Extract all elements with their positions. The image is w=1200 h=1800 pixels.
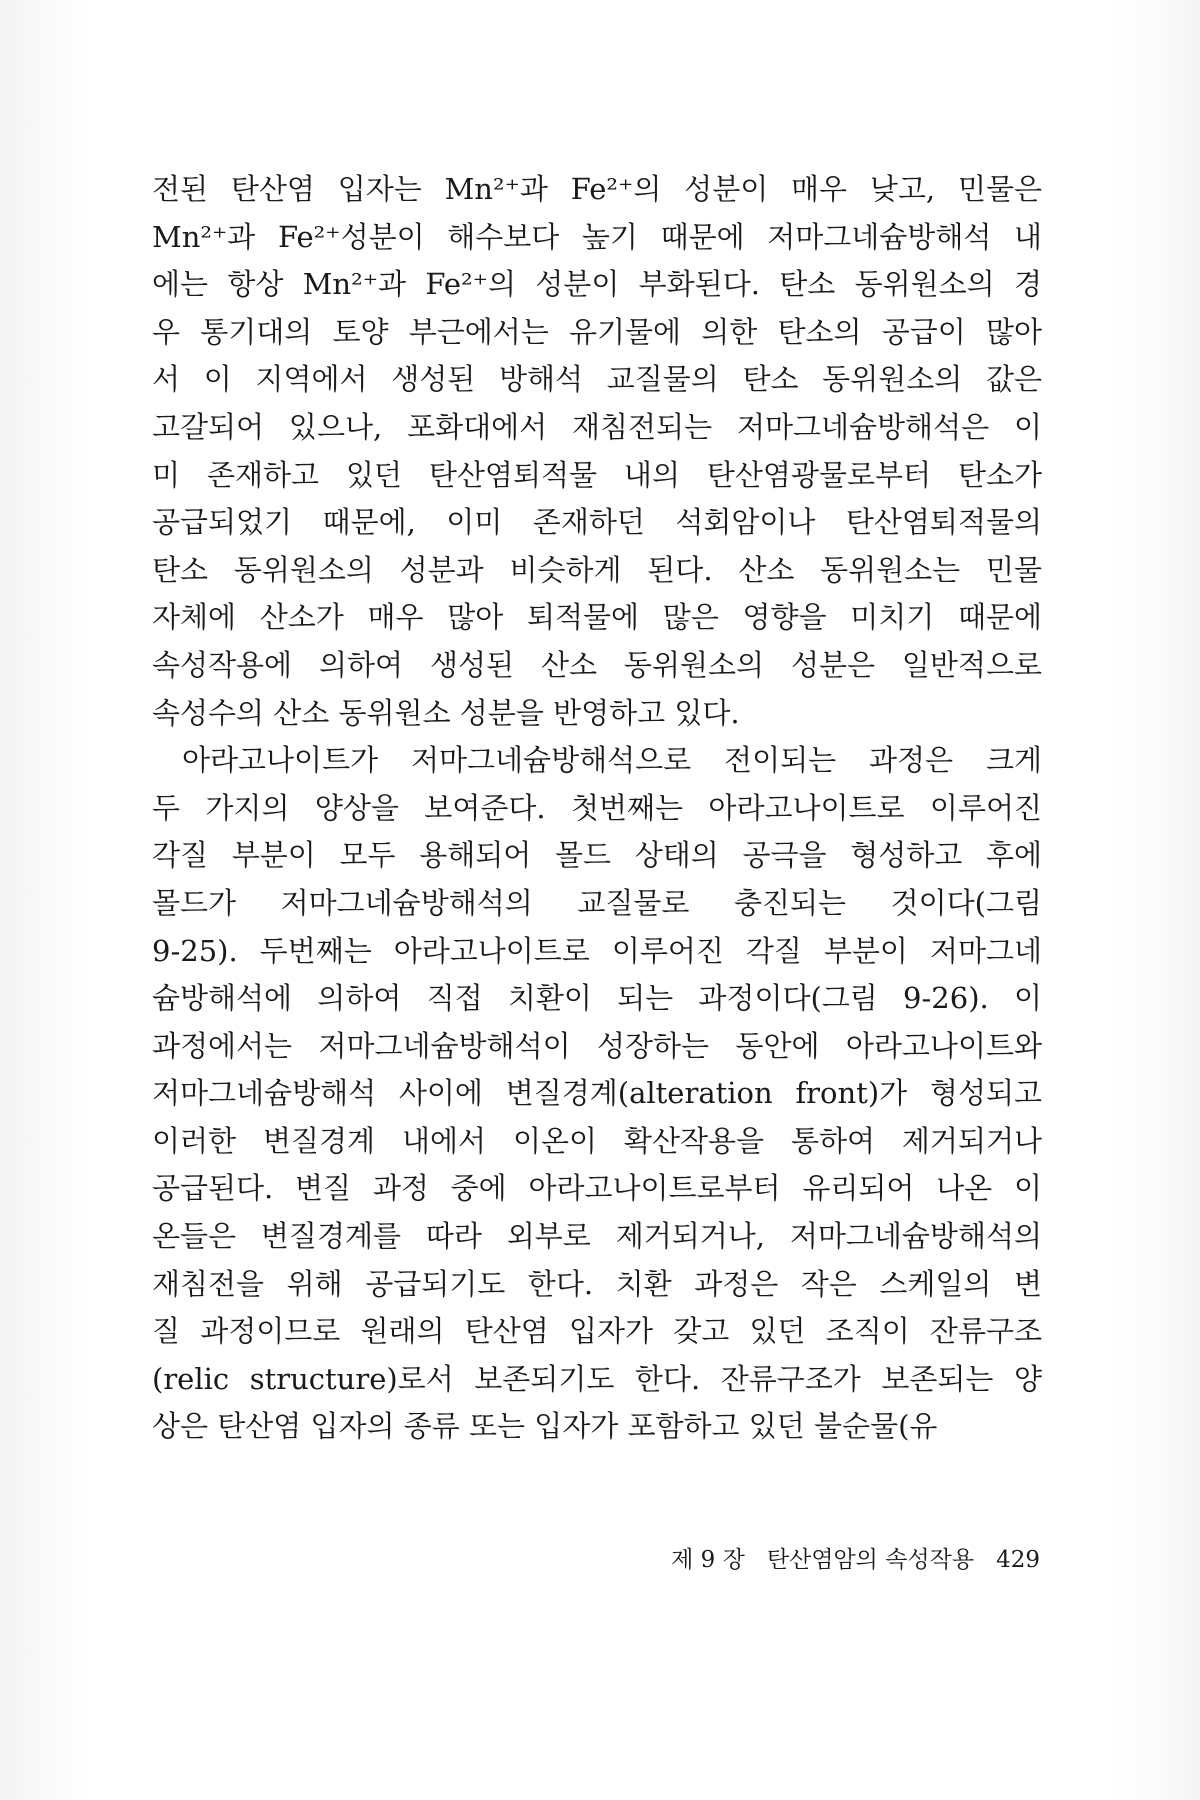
footer-chapter: 제 9 장 xyxy=(671,1547,745,1573)
paragraph xyxy=(152,166,1042,737)
text-line: (relic structure)로서 보존되기도 한다. 잔류구조가 보존되는 양 xyxy=(152,1361,1042,1396)
text-line: 재침전을 위해 공급되기도 한다. 치환 과정은 작은 스케일의 변 xyxy=(152,1266,1042,1301)
text-line: 몰드가 저마그네슘방해석의 교질물로 충진되는 것이다(그림 xyxy=(152,885,1042,920)
text-line: 미 존재하고 있던 탄산염퇴적물 내의 탄산염광물로부터 탄소가 xyxy=(152,457,1042,492)
running-footer xyxy=(620,1545,1040,1575)
text-line: 서 이 지역에서 생성된 방해석 교질물의 탄소 동위원소의 값은 xyxy=(152,362,1042,397)
paragraph xyxy=(152,737,1042,1451)
text-line: 온들은 변질경계를 따라 외부로 제거되거나, 저마그네슘방해석의 xyxy=(152,1219,1042,1254)
page-number: 429 xyxy=(996,1547,1040,1573)
text-line: 과정에서는 저마그네슘방해석이 성장하는 동안에 아라고나이트와 xyxy=(152,1028,1042,1063)
text-line: 저마그네슘방해석 사이에 변질경계(alteration front)가 형성되고 xyxy=(152,1076,1042,1111)
text-line: 자체에 산소가 매우 많아 퇴적물에 많은 영향을 미치기 때문에 xyxy=(152,600,1042,635)
text-line: 속성작용에 의하여 생성된 산소 동위원소의 성분은 일반적으로 xyxy=(152,647,1042,682)
text-line: 고갈되어 있으나, 포화대에서 재침전되는 저마그네슘방해석은 이 xyxy=(152,409,1042,444)
text-line: 공급된다. 변질 과정 중에 아라고나이트로부터 유리되어 나온 이 xyxy=(152,1171,1042,1206)
text-line: 두 가지의 양상을 보여준다. 첫번째는 아라고나이트로 이루어진 xyxy=(152,790,1042,825)
text-line: 우 통기대의 토양 부근에서는 유기물에 의한 탄소의 공급이 많아 xyxy=(152,314,1042,349)
text-line: Mn²⁺과 Fe²⁺성분이 해수보다 높기 때문에 저마그네슘방해석 내 xyxy=(152,219,1042,254)
text-line: 9-25). 두번째는 아라고나이트로 이루어진 각질 부분이 저마그네 xyxy=(152,933,1042,968)
text-line: 질 과정이므로 원래의 탄산염 입자가 갖고 있던 조직이 잔류구조 xyxy=(152,1314,1042,1349)
text-line: 아라고나이트가 저마그네슘방해석으로 전이되는 과정은 크게 xyxy=(182,743,1042,778)
text-line: 슘방해석에 의하여 직접 치환이 되는 과정이다(그림 9-26). 이 xyxy=(152,981,1042,1016)
text-line: 이러한 변질경계 내에서 이온이 확산작용을 통하여 제거되거나 xyxy=(152,1123,1042,1158)
footer-chapter-title: 탄산염암의 속성작용 xyxy=(766,1547,975,1573)
text-line: 탄소 동위원소의 성분과 비슷하게 된다. 산소 동위원소는 민물 xyxy=(152,552,1042,587)
text-line: 속성수의 산소 동위원소 성분을 반영하고 있다. xyxy=(152,695,740,730)
text-line: 공급되었기 때문에, 이미 존재하던 석회암이나 탄산염퇴적물의 xyxy=(152,505,1042,540)
body-text xyxy=(152,166,1042,1451)
text-line: 전된 탄산염 입자는 Mn²⁺과 Fe²⁺의 성분이 매우 낮고, 민물은 xyxy=(152,172,1042,206)
text-line: 상은 탄산염 입자의 종류 또는 입자가 포함하고 있던 불순물(유 xyxy=(152,1409,938,1444)
text-line: 각질 부분이 모두 용해되어 몰드 상태의 공극을 형성하고 후에 xyxy=(152,838,1042,873)
text-line: 에는 항상 Mn²⁺과 Fe²⁺의 성분이 부화된다. 탄소 동위원소의 경 xyxy=(152,267,1042,302)
